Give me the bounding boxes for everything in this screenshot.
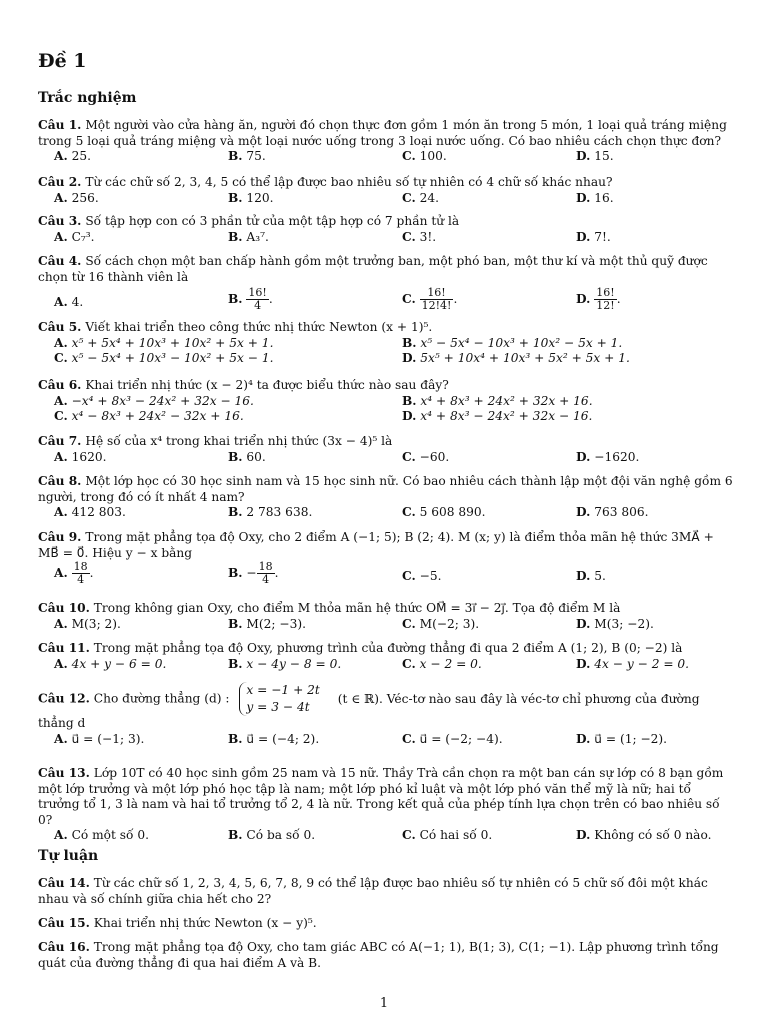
option-a: A. C₇³. [54, 229, 95, 244]
option-b: B. M(2; −3). [228, 616, 306, 631]
page-number: 1 [379, 996, 389, 1011]
option-b: B. 120. [228, 190, 274, 205]
question-text: Từ các chữ số 2, 3, 4, 5 có thể lập được bao nhiêu số tự nhiên có 4 chữ số khác nhau? [85, 175, 613, 189]
option-b: B. x − 4y − 8 = 0. [228, 656, 342, 671]
options [38, 394, 734, 425]
question-text: Hệ số của x⁴ trong khai triển nhị thức (3x − 4)⁵ là [85, 434, 393, 448]
option-a: A. 25. [54, 149, 91, 163]
option-b: B. 60. [228, 449, 266, 464]
question-text: Khai triển nhị thức (x − 2)⁴ ta được biểu thức nào sau đây? [85, 378, 449, 392]
option-d: D. 16. [576, 190, 614, 205]
option-c: C. x⁵ − 5x⁴ + 10x³ − 10x² + 5x − 1. [54, 351, 274, 365]
question-11: Câu 11. Trong mặt phẳng tọa độ Oxy, phương trình của đường thẳng đi qua 2 điểm A (1; 2), B (0; −2) là A. 4x + y − 6 = 0. B. x − 4y − 8 = 0. C. x − 2 = 0. D. 4x − y − 2 = 0. [38, 641, 734, 672]
option-b: B. x⁴ + 8x³ + 24x² + 32x + 16. [402, 393, 593, 408]
question-6: Câu 6. Khai triển nhị thức (x − 2)⁴ ta được biểu thức nào sau đây? A. −x⁴ + 8x³ − 24x² + 32x − 16. B. x⁴ + 8x³ + 24x² + 32x + 16. C. x⁴ − 8x³ + 24x² − 32x + 16. D. x⁴ + 8x³ − 24x² + 32x − 16. [38, 378, 734, 425]
option-d: D. M(3; −2). [576, 616, 654, 631]
question-text: Một lớp học có 30 học sinh nam và 15 học sinh nữ. Có bao nhiêu cách thành lập một đội văn nghệ gồm 6 người, trong đó có ít nhất 4 nam? [38, 474, 733, 504]
option-d: D. 15. [576, 149, 614, 163]
option-d: D. u⃗ = (1; −2). [576, 731, 668, 746]
question-text: Trong mặt phẳng tọa độ Oxy, cho 2 điểm A (−1; 5); B (2; 4). M (x; y) là điểm thỏa mãn hệ thức 3MA⃗ + MB⃗ = 0⃗. Hiệu y − x bằng [38, 530, 714, 560]
question-2: Câu 2. Từ các chữ số 2, 3, 4, 5 có thể lập được bao nhiêu số tự nhiên có 4 chữ số khác nhau? A. 256. B. 120. C. 24. D. 16. [38, 175, 734, 206]
options [38, 561, 734, 591]
question-1 [38, 118, 734, 165]
option-a: A. 4. [54, 295, 84, 309]
question-text: Trong không gian Oxy, cho điểm M thỏa mãn hệ thức OM⃗ = 3i⃗ − 2j⃗. Tọa độ điểm M là [93, 601, 621, 615]
option-b: B. Có ba số 0. [228, 828, 316, 842]
options [38, 450, 734, 466]
option-a: A. Có một số 0. [54, 828, 149, 842]
option-c: C. 3!. [402, 229, 437, 244]
question-text: Số cách chọn một ban chấp hành gồm một trưởng ban, một phó ban, một thư kí và một thủ quỹ được chọn từ 16 thành viên là [38, 254, 708, 284]
option-c: C. Có hai số 0. [402, 828, 493, 842]
option-d: D. x⁴ + 8x³ − 24x² + 32x − 16. [402, 409, 593, 423]
options [38, 828, 734, 844]
options [38, 732, 734, 748]
option-c: C. $\frac{16!}{12!4!}$ . [402, 286, 458, 312]
question-10: Câu 10. Trong không gian Oxy, cho điểm M thỏa mãn hệ thức OM⃗ = 3i⃗ − 2j⃗. Tọa độ điểm M là A. M(3; 2). B. M(2; −3). C. M(−2; 3). D. M(3; −2). [38, 601, 734, 632]
option-a: A. 412 803. [54, 505, 126, 519]
section-multiple-choice: Trắc nghiệm [38, 90, 137, 106]
option-c: C. 5 608 890. [402, 505, 486, 519]
options [38, 287, 734, 317]
option-a: A. $\frac{18}{4}$ . [54, 560, 94, 586]
option-d: D. $\frac{16!}{12!}$ . [576, 286, 621, 312]
option-c: C. u⃗ = (−2; −4). [402, 731, 503, 746]
question-number: Câu 1. [38, 118, 82, 132]
option-a: A. u⃗ = (−1; 3). [54, 731, 145, 746]
question-3: Câu 3. Số tập hợp con có 3 phần tử của một tập hợp có 7 phần tử là A. C₇³. B. A₃⁷. C. 3!. D. 7!. [38, 214, 734, 245]
option-c: C. 24. [402, 190, 439, 205]
question-15: Câu 15. Khai triển nhị thức Newton (x − y)⁵. [38, 916, 317, 930]
question-text: Trong mặt phẳng tọa độ Oxy, cho tam giác ABC có A(−1; 1), B(1; 3), C(1; −1). Lập phương trình tổng quát của đường thẳng đi qua hai điểm A và B. [38, 940, 719, 970]
question-4: Câu 4. Số cách chọn một ban chấp hành gồm một trưởng ban, một phó ban, một thư kí và một thủ quỹ được chọn từ 16 thành viên là A. 4. B. $\frac{16!}{4}$ . C. $\frac{16!}{12!4!}$ . D. $\frac{16!}{12!}$ . [38, 254, 734, 317]
exam-title: Đề 1 [38, 50, 87, 72]
option-c: C. 100. [402, 149, 447, 163]
question-13: Câu 13. Lớp 10T có 40 học sinh gồm 25 nam và 15 nữ. Thầy Trà cần chọn ra một ban cán sự lớp có 8 bạn gồm một lớp trưởng và một lớp phó học tập là nam; một lớp phó kỉ luật và một lớp phó văn thể mỹ là nữ; hai tổ trưởng tổ 1, 3 là nam và hai tổ trưởng tổ 2, 4 là nữ. Trong kết quả của phép tính lựa chọn trên có bao nhiêu số 0? A. Có một số 0. B. Có ba số 0. C. Có hai số 0. D. Không có số 0 nào. [38, 766, 734, 844]
question-text: Một người vào cửa hàng ăn, người đó chọn thực đơn gồm 1 món ăn trong 5 món, 1 loại quả tráng miệng trong 5 loại quả tráng miệng và một loại nước uống trong 3 loại nước uống. Có bao nhiêu cách chọn thực đơn? [38, 118, 727, 148]
question-12: Câu 12. Cho đường thẳng (d) : x = −1 + 2t y = 3 − 4t (t ∈ ℝ). Véc-tơ nào sau đây là véc-tơ chỉ phương của đường thẳng d A. u⃗ = (−1; 3). B. u⃗ = (−4; 2). C. u⃗ = (−2; −4). D. u⃗ = (1; −2). [38, 682, 734, 747]
question-text: Trong mặt phẳng tọa độ Oxy, phương trình của đường thẳng đi qua 2 điểm A (1; 2), B (0; −2) là [93, 641, 683, 655]
option-a: A. 256. [54, 190, 99, 205]
option-b: B. 75. [228, 149, 266, 163]
options [38, 149, 734, 165]
option-c: C. −60. [402, 449, 450, 464]
option-d: D. −1620. [576, 449, 640, 464]
option-b: B. − $\frac{18}{4}$ . [228, 560, 279, 586]
question-5: Câu 5. Viết khai triển theo công thức nhị thức Newton (x + 1)⁵. A. x⁵ + 5x⁴ + 10x³ + 10x² + 5x + 1. B. x⁵ − 5x⁴ − 10x³ + 10x² − 5x + 1. C. x⁵ − 5x⁴ + 10x³ − 10x² + 5x − 1. D. 5x⁵ + 10x⁴ + 10x³ + 5x² + 5x + 1. [38, 320, 734, 367]
question-text: Viết khai triển theo công thức nhị thức Newton (x + 1)⁵. [85, 320, 433, 334]
option-b: B. A₃⁷. [228, 229, 269, 244]
question-text: Cho đường thẳng (d) : [93, 691, 230, 706]
question-8: Câu 8. Một lớp học có 30 học sinh nam và 15 học sinh nữ. Có bao nhiêu cách thành lập một đội văn nghệ gồm 6 người, trong đó có ít nhất 4 nam? A. 412 803. B. 2 783 638. C. 5 608 890. D. 763 806. [38, 474, 733, 519]
option-b: B. u⃗ = (−4; 2). [228, 731, 320, 746]
question-16: Câu 16. Trong mặt phẳng tọa độ Oxy, cho tam giác ABC có A(−1; 1), B(1; 3), C(1; −1). Lập phương trình tổng quát của đường thẳng đi qua hai điểm A và B. [38, 940, 719, 970]
section-essay: Tự luận [38, 848, 99, 864]
option-d: D. 4x − y − 2 = 0. [576, 656, 690, 671]
options [38, 505, 734, 521]
options [38, 657, 734, 673]
option-a: A. −x⁴ + 8x³ − 24x² + 32x − 16. [54, 393, 254, 408]
question-9: Câu 9. Trong mặt phẳng tọa độ Oxy, cho 2 điểm A (−1; 5); B (2; 4). M (x; y) là điểm thỏa mãn hệ thức 3MA⃗ + MB⃗ = 0⃗. Hiệu y − x bằng A. $\frac{18}{4}$ . B. − $\frac{18}{4}$ . C. −5. D. 5. [38, 530, 734, 591]
question-7: Câu 7. Hệ số của x⁴ trong khai triển nhị thức (3x − 4)⁵ là A. 1620. B. 60. C. −60. D. −1620. [38, 434, 734, 465]
equation-system: x = −1 + 2t y = 3 − 4t [239, 682, 319, 716]
option-c: C. −5. [402, 569, 442, 583]
question-text: Số tập hợp con có 3 phần tử của một tập hợp có 7 phần tử là [85, 214, 460, 228]
option-d: D. 5x⁵ + 10x⁴ + 10x³ + 5x² + 5x + 1. [402, 351, 630, 365]
option-b: B. 2 783 638. [228, 505, 313, 519]
question-text: Lớp 10T có 40 học sinh gồm 25 nam và 15 nữ. Thầy Trà cần chọn ra một ban cán sự lớp có 8 bạn gồm một lớp trưởng và một lớp phó học tập là nam; một lớp phó kỉ luật và một lớp phó văn thể mỹ là nữ; hai tổ trưởng tổ 1, 3 là nam và hai tổ trưởng tổ 2, 4 là nữ. Trong kết quả của phép tính lựa chọn trên có bao nhiêu số 0? [38, 766, 724, 827]
question-14: Câu 14. Từ các chữ số 1, 2, 3, 4, 5, 6, 7, 8, 9 có thể lập được bao nhiêu số tự nhiên có 5 chữ số đôi một khác nhau và số chính giữa chia hết cho 2? [38, 876, 708, 906]
options [38, 617, 734, 633]
option-d: D. 7!. [576, 229, 611, 244]
option-d: D. 5. [576, 569, 606, 583]
options [38, 336, 734, 367]
option-b: B. $\frac{16!}{4}$ . [228, 286, 273, 312]
option-b: B. x⁵ − 5x⁴ − 10x³ + 10x² − 5x + 1. [402, 335, 623, 350]
option-a: A. M(3; 2). [54, 616, 121, 631]
option-d: D. Không có số 0 nào. [576, 828, 712, 842]
option-d: D. 763 806. [576, 505, 649, 519]
option-a: A. x⁵ + 5x⁴ + 10x³ + 10x² + 5x + 1. [54, 335, 274, 350]
option-a: A. 1620. [54, 449, 107, 464]
options [38, 230, 734, 246]
question-text: Khai triển nhị thức Newton (x − y)⁵. [93, 916, 317, 930]
option-c: C. x − 2 = 0. [402, 656, 482, 671]
options [38, 191, 734, 207]
option-a: A. 4x + y − 6 = 0. [54, 656, 167, 671]
option-c: C. M(−2; 3). [402, 616, 480, 631]
option-c: C. x⁴ − 8x³ + 24x² − 32x + 16. [54, 409, 244, 423]
question-text: Từ các chữ số 1, 2, 3, 4, 5, 6, 7, 8, 9 có thể lập được bao nhiêu số tự nhiên có 5 chữ số đôi một khác nhau và số chính giữa chia hết cho 2? [38, 876, 708, 906]
